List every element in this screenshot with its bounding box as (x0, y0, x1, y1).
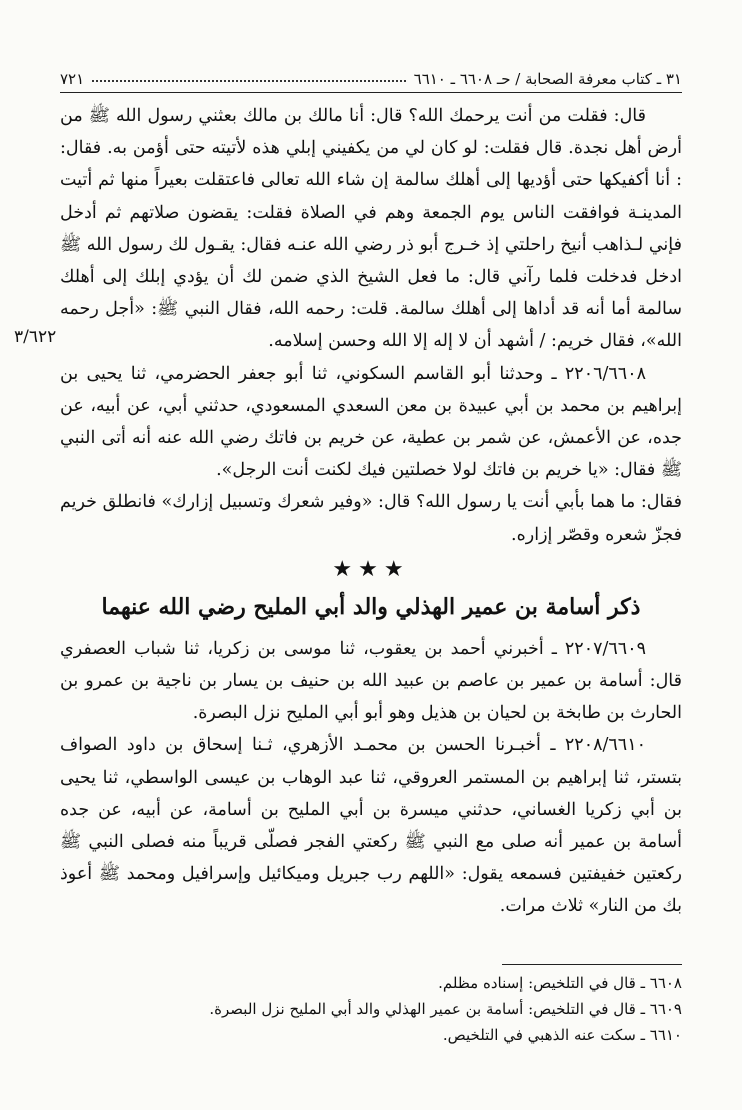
footnote-6610: ٦٦١٠ ـ سكت عنه الذهبي في التلخيص. (442, 1026, 682, 1044)
section-divider-stars: ★★★ (332, 556, 410, 582)
hadith-6610: ٢٢٠٨/٦٦١٠ ـ أخبـرنا الحسن بن محمـد الأزهري، ثـنا إسحاق بن داود الصواف بتستر، ثنا إبراهيم بن المستمر العروقي، ثنا عبد الوهاب بن عيسى الواسطي، ثنا يحيى بن أبي زكريا الغساني، حدثني ميسرة بن أبي المليح بن أسامة، عن أبيه، عن جده أسامة بن عمير أنه صلى مع النبي ﷺ ركعتي الفجر فصلّى قريباً منه فصلى النبي ﷺ ركعتين خفيفتين فسمعه يقول: «اللهم رب جبريل وميكائيل وإسرافيل ومحمد ﷺ أعوذ بك من النار» ثلاث مرات. (60, 735, 682, 917)
paragraph-continuation: فقال: ما هما بأبي أنت يا رسول الله؟ قال: «وفير شعرك وتسبيل إزارك» فانطلق خريم فجزّ شعره وقصّر إزاره. (60, 492, 682, 545)
header-title: ٣١ ـ كتاب معرفة الصحابة / حـ ٦٦٠٨ ـ ٦٦١٠ (413, 70, 682, 88)
header-dot-leader (92, 80, 405, 82)
paragraph-narration: قال: فقلت من أنت يرحمك الله؟ قال: أنا مالك بن مالك بعثني رسول الله ﷺ من أرض أهل نجدة. قال فقلت: لو كان لي من يكفيني إبلي هذه لأتيته حتى أؤمن به. فقال: : أنا أكفيكها حتى أؤديها إلى أهلك سالمة إن شاء الله تعالى فاعتقلت بعيراً منها ثم أتيت المدينـة فوافقت الناس يوم الجمعة وهم في الصلاة فقلت: يقضون صلاتهم ثم أدخل فإني لـذاهب أنيخ راحلتي إذ خـرج أبو ذر رضي الله عنـه فقال: يقـول لك رسول الله ﷺ ادخل فدخلت فلما رآني قال: ما فعل الشيخ الذي ضمن لك أن يؤدي إبلك إلى أهلك سالمة أما أنه قد أداها إلى أهلك سالمة. قلت: رحمه الله، فقال النبي ﷺ: «أجل رحمه الله»، فقال خريم: / أشهد أن لا إله إلا الله وحسن إسلامه. (60, 106, 682, 352)
hadith-6609: ٢٢٠٧/٦٦٠٩ ـ أخبرني أحمد بن يعقوب، ثنا موسى بن زكريا، ثنا شباب العصفري قال: أسامة بن عمير بن عاصم بن عبيد الله بن حنيف بن يسار بن ناجية بن عمرو بن الحارث بن طابخة بن لحيان بن هذيل وهو أبو أبي المليح نزل البصرة. (60, 638, 682, 724)
footnote-rule (502, 964, 682, 965)
margin-volume-page-note: ٣/٦٢٢ (14, 327, 57, 347)
header-rule (60, 92, 682, 93)
page-number: ٧٢١ (60, 70, 85, 88)
hadith-6608: ٢٢٠٦/٦٦٠٨ ـ وحدثنا أبو القاسم السكوني، ثنا أبو جعفر الحضرمي، ثنا يحيى بن إبراهيم بن محمد بن أبي عبيدة بن معن السعدي المسعودي، حدثني أبي، عن أبيه، عن جده، عن الأعمش، عن شمر بن عطية، عن خريم بن فاتك رضي الله عنه أنه أتى النبي ﷺ فقال: «يا خريم بن فاتك لولا خصلتين فيك لكنت أنت الرجل». (60, 363, 682, 481)
footnotes (60, 970, 682, 1048)
running-header (60, 58, 682, 88)
main-text (60, 100, 682, 923)
section-heading: ذكر أسامة بن عمير الهذلي والد أبي المليح رضي الله عنهما (101, 593, 641, 620)
footnote-6608: ٦٦٠٨ ـ قال في التلخيص: إسناده مظلم. (438, 974, 682, 992)
footnote-6609: ٦٦٠٩ ـ قال في التلخيص: أسامة بن عمير الهذلي والد أبي المليح نزل البصرة. (209, 1000, 682, 1018)
